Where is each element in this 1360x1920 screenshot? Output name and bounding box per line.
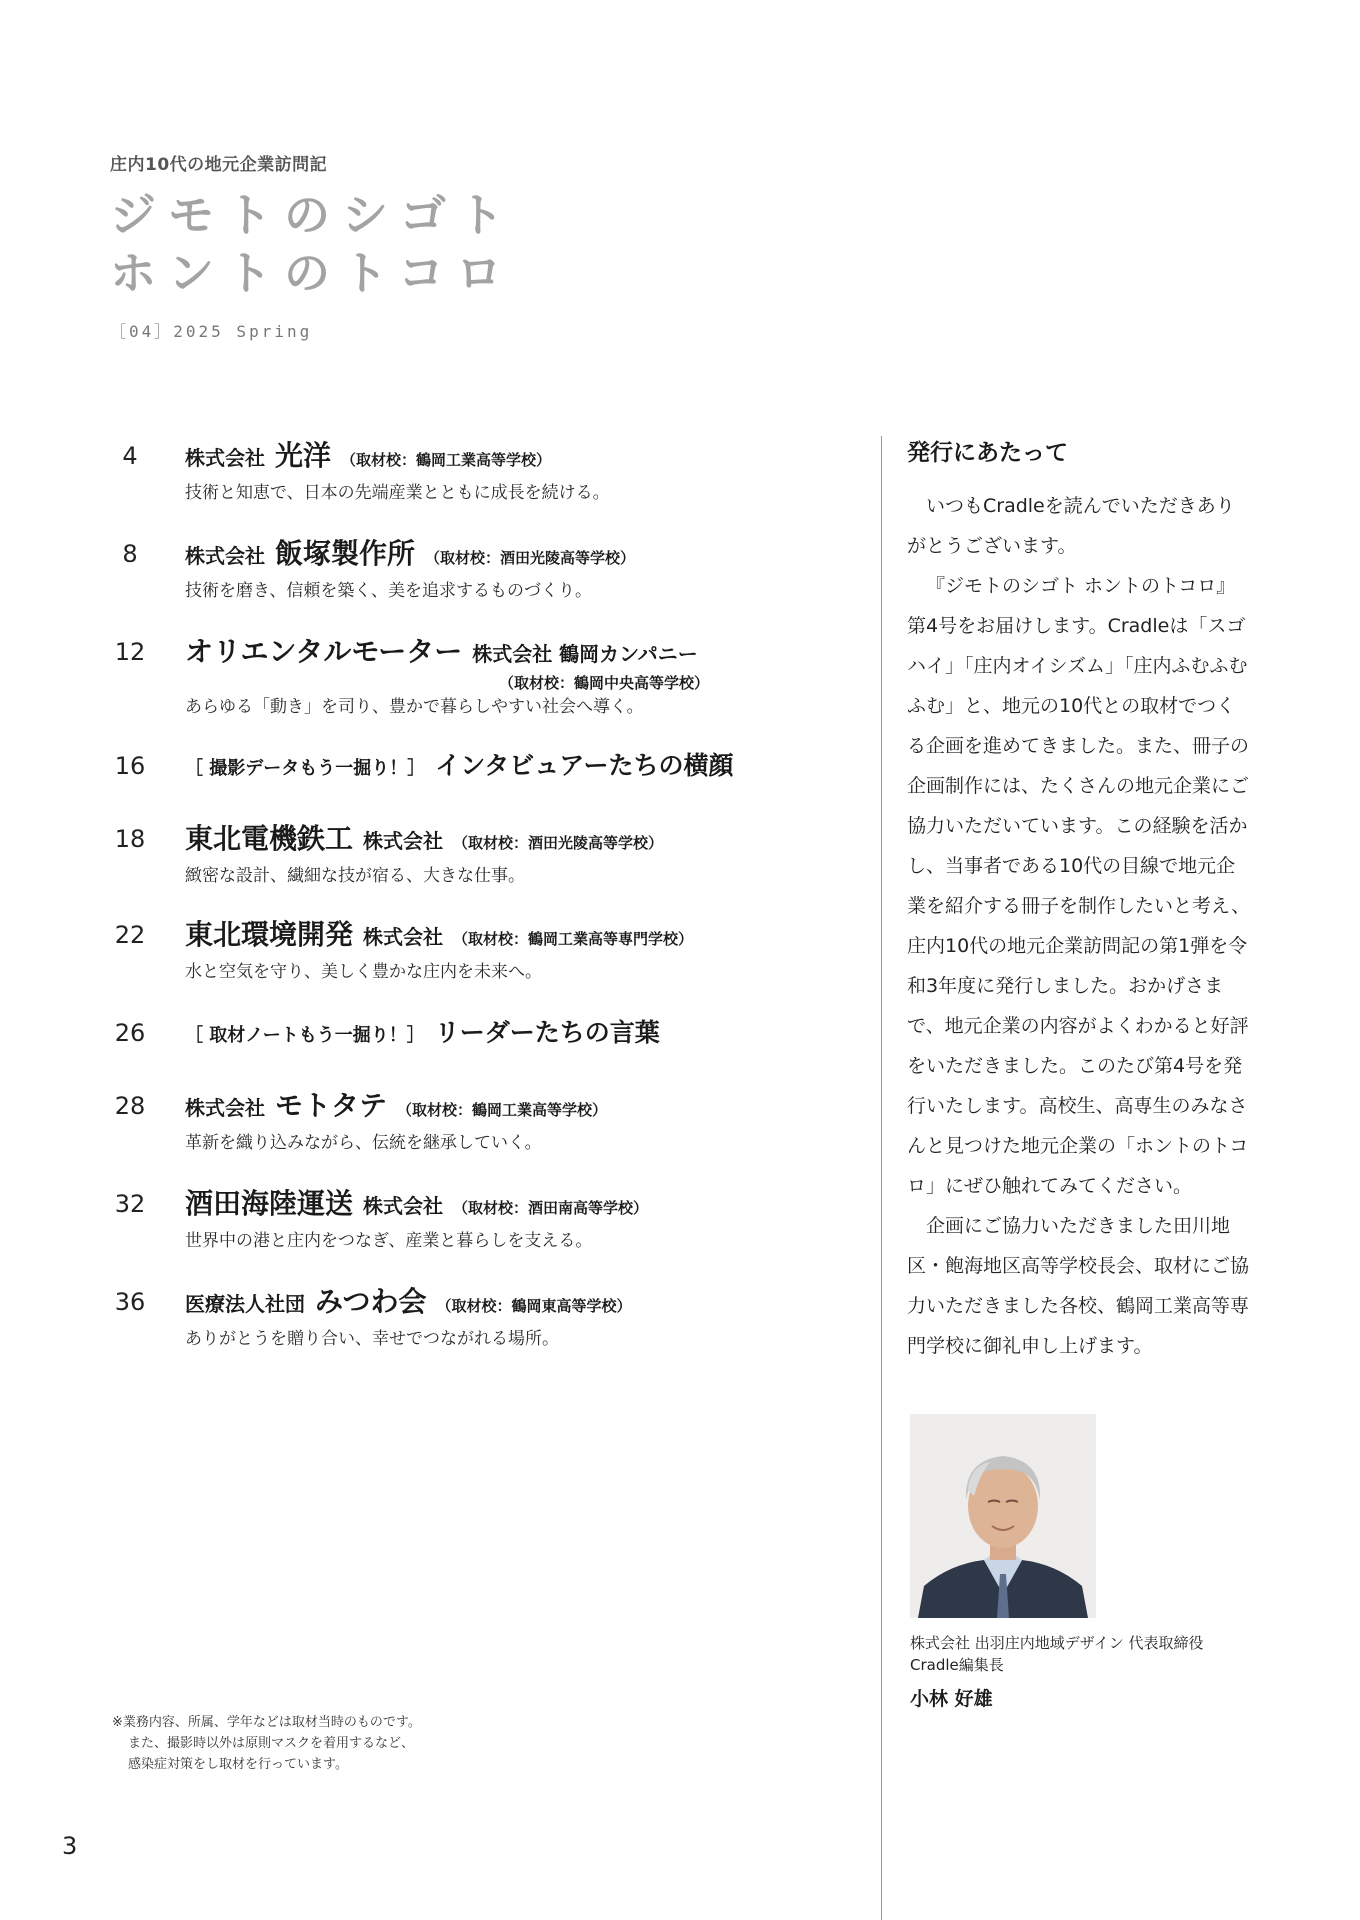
toc-school: （取材校：鶴岡東高等学校） [436, 1297, 632, 1315]
toc-company-name: オリエンタルモーター [185, 635, 463, 668]
toc-description: あらゆる「動き」を司り、豊かで暮らしやすい社会へ導く。 [185, 697, 644, 717]
foreword-paragraph: いつもCradleを読んでいただきありがとうございます。 [907, 495, 1235, 557]
toc-company-name: 酒田海陸運送 [185, 1187, 354, 1220]
toc-company-suffix: 株式会社 [363, 925, 444, 949]
foreword-body [907, 486, 1252, 1366]
toc-page-number: 28 [114, 1092, 146, 1120]
toc-school: （取材校：酒田光陵高等学校） [425, 549, 636, 567]
toc-company-prefix: 株式会社 [185, 1096, 265, 1120]
toc-company-name: みつわ会 [315, 1285, 427, 1318]
foreword-paragraph: 『ジモトのシゴト ホントのトコロ』第4号をお届けします。Cradleは「スゴハイ」「庄内オイシズム」「庄内ふむふむふむ」と、地元の10代との取材でつくる企画を進めてきました。また、冊子の企画制作には、たくさんの地元企業にご協力いただいています。この経験を活かし、当事者である10代の目線で地元企業を紹介する冊子を制作したいと考え、庄内10代の地元企業訪問記の第1弾を令和3年度に発行しました。おかげさまで、地元企業の内容がよくわかると好評をいただきました。このたび第4号を発行いたします。高校生、高専生のみなさんと見つけた地元企業の「ホントのトコロ」にぜひ触れてみてください。 [907, 575, 1251, 1197]
toc-item[interactable] [110, 1282, 850, 1352]
editor-portrait-photo [910, 1414, 1096, 1618]
footnote-line: また、撮影時以外は原則マスクを着用するなど、 [128, 1736, 415, 1751]
toc-extra-bracket: ［ 取材ノートもう一掘り！］ [185, 1025, 425, 1046]
toc-company-suffix: 株式会社 [363, 829, 444, 853]
toc-item[interactable] [110, 819, 850, 889]
toc-extra-item[interactable] [110, 1013, 850, 1056]
editor-name: 小林 好雄 [910, 1688, 993, 1710]
footnote-line: ※業務内容、所属、学年などは取材当時のものです。 [112, 1715, 421, 1730]
foreword [907, 436, 1252, 1366]
toc-company-name: 光洋 [275, 439, 332, 472]
toc-description: 世界中の港と庄内をつなぎ、産業と暮らしを支える。 [185, 1231, 593, 1251]
toc-extra-item[interactable] [110, 746, 850, 789]
footnote-line: 感染症対策をし取材を行っています。 [128, 1757, 348, 1772]
toc-description: 技術と知恵で、日本の先端産業とともに成長を続ける。 [185, 483, 610, 503]
toc-item[interactable] [110, 915, 850, 985]
toc-school: （取材校：鶴岡工業高等学校） [341, 451, 552, 469]
toc-item[interactable] [110, 436, 850, 506]
toc-extra-bracket: ［ 撮影データもう一掘り！］ [185, 758, 426, 779]
masthead-title-line2: ホントのトコロ [110, 246, 515, 300]
toc-company-name: 東北環境開発 [185, 918, 354, 951]
toc-company-name: 飯塚製作所 [275, 537, 416, 570]
toc-item[interactable] [110, 632, 850, 720]
toc-item[interactable] [110, 534, 850, 604]
toc-company-prefix: 株式会社 [185, 446, 265, 470]
column-divider [881, 436, 882, 1920]
editor-role: Cradle編集長 [910, 1656, 1004, 1674]
toc-page-number: 16 [114, 752, 146, 780]
portrait-illustration [910, 1414, 1096, 1618]
toc-company-name: モトタテ [275, 1089, 388, 1122]
toc-company-prefix: 医療法人社団 [185, 1292, 305, 1316]
toc-school: （取材校：鶴岡中央高等学校） [499, 674, 710, 692]
toc-company-suffix: 株式会社 鶴岡カンパニー [472, 642, 698, 666]
toc-description: 革新を織り込みながら、伝統を継承していく。 [185, 1133, 542, 1153]
toc-description: 水と空気を守り、美しく豊かな庄内を未来へ。 [185, 962, 542, 982]
foreword-heading: 発行にあたって [907, 440, 1068, 466]
toc-page-number: 12 [114, 638, 146, 666]
toc-company-prefix: 株式会社 [185, 544, 265, 568]
editor-title: 株式会社 出羽庄内地域デザイン 代表取締役 [910, 1634, 1204, 1652]
page-number: 3 [62, 1832, 78, 1860]
toc-page-number: 32 [114, 1190, 146, 1218]
toc-page-number: 18 [114, 825, 146, 853]
masthead [110, 150, 610, 342]
table-of-contents [110, 436, 850, 1352]
toc-company-name: 東北電機鉄工 [185, 822, 354, 855]
footnote [112, 1712, 421, 1775]
toc-extra-title: リーダーたちの言葉 [434, 1018, 660, 1047]
toc-extra-title: インタビュアーたちの横顔 [435, 751, 734, 780]
toc-school: （取材校：鶴岡工業高等専門学校） [453, 930, 694, 948]
toc-description: ありがとうを贈り合い、幸せでつながれる場所。 [185, 1329, 559, 1349]
toc-item[interactable] [110, 1184, 850, 1254]
toc-item[interactable] [110, 1086, 850, 1156]
editor-credit [910, 1632, 1270, 1711]
toc-school: （取材校：鶴岡工業高等学校） [397, 1101, 608, 1119]
toc-description: 技術を磨き、信頼を築く、美を追求するものづくり。 [185, 581, 592, 601]
masthead-subtitle: 庄内10代の地元企業訪問記 [110, 155, 328, 175]
toc-company-suffix: 株式会社 [363, 1194, 444, 1218]
foreword-paragraph: 企画にご協力いただきました田川地区・飽海地区高等学校長会、取材にご協力いただきました各校、鶴岡工業高等専門学校に御礼申し上げます。 [907, 1215, 1250, 1357]
toc-page-number: 8 [122, 540, 138, 568]
toc-page-number: 26 [114, 1019, 146, 1047]
toc-school: （取材校：酒田南高等学校） [453, 1199, 649, 1217]
toc-page-number: 22 [114, 921, 146, 949]
issue-label: ［04］2025 Spring [110, 322, 313, 341]
toc-page-number: 36 [114, 1288, 146, 1316]
toc-school: （取材校：酒田光陵高等学校） [453, 834, 664, 852]
masthead-title-line1: ジモトのシゴト [110, 188, 516, 242]
toc-page-number: 4 [122, 442, 138, 470]
toc-description: 緻密な設計、繊細な技が宿る、大きな仕事。 [185, 866, 525, 886]
